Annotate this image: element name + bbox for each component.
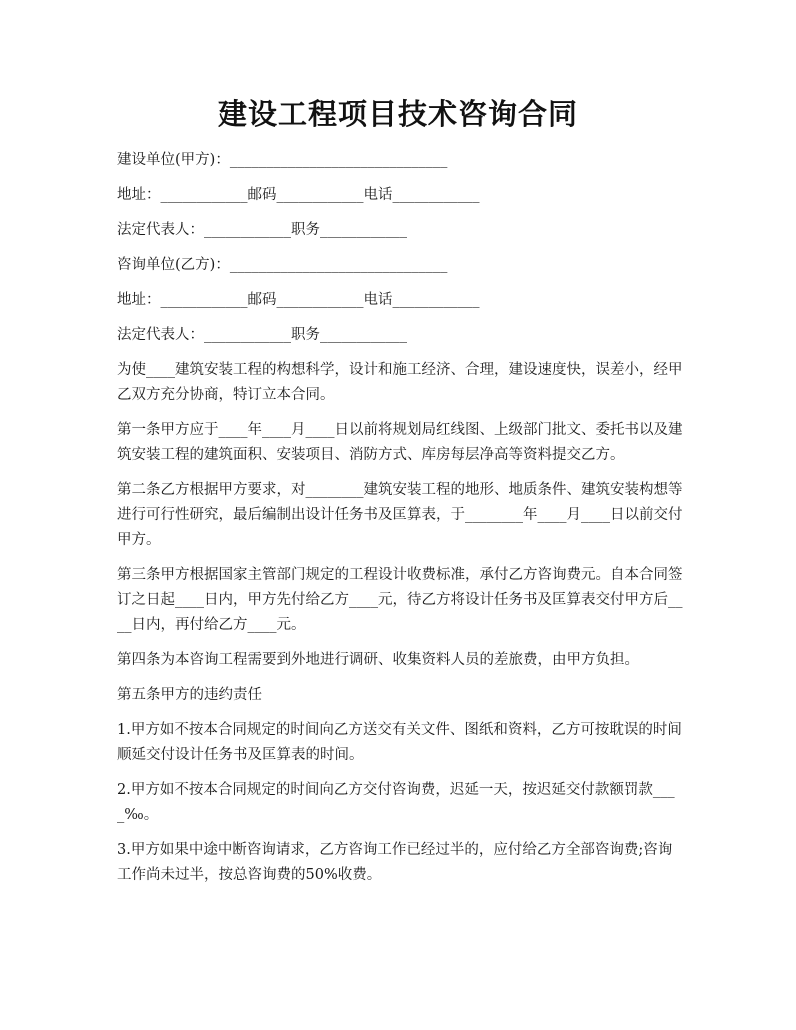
- article-3: 第三条甲方根据国家主管部门规定的工程设计收费标准，承付乙方咨询费元。自本合同签订之日起____日内，甲方先付给乙方____元，待乙方将设计任务书及匡算表交付甲方后____日内，再付给乙方____元。: [117, 567, 683, 633]
- article-5-heading: 第五条甲方的违约责任: [117, 687, 262, 703]
- article-2: 第二条乙方根据甲方要求，对________建筑安装工程的地形、地质条件、建筑安装构想等进行可行性研究，最后编制出设计任务书及匡算表，于________年____月____日以前交付甲方。: [117, 482, 683, 548]
- article-5-clause-3: 3.甲方如果中途中断咨询请求，乙方咨询工作已经过半的，应付给乙方全部咨询费;咨询工作尚未过半，按总咨询费的50%收费。: [117, 842, 673, 883]
- party-b-address: 地址：____________邮码____________电话____________: [117, 292, 480, 308]
- party-b-representative: 法定代表人：____________职务____________: [117, 327, 407, 343]
- party-a-name: 建设单位(甲方)：______________________________: [117, 152, 448, 168]
- article-1: 第一条甲方应于____年____月____日以前将规划局红线图、上级部门批文、委托书以及建筑安装工程的建筑面积、安装项目、消防方式、库房每层净高等资料提交乙方。: [117, 422, 683, 463]
- article-5-clause-1: 1.甲方如不按本合同规定的时间向乙方送交有关文件、图纸和资料，乙方可按耽误的时间顺延交付设计任务书及匡算表的时间。: [117, 722, 682, 763]
- document-body: [117, 148, 685, 898]
- party-a-address: 地址：____________邮码____________电话____________: [117, 187, 480, 203]
- party-b-name: 咨询单位(乙方)：______________________________: [117, 257, 448, 273]
- article-4: 第四条为本咨询工程需要到外地进行调研、收集资料人员的差旅费，由甲方负担。: [117, 652, 639, 668]
- preamble-paragraph: 为使____建筑安装工程的构想科学，设计和施工经济、合理，建设速度快，误差小，经甲乙双方充分协商，特订立本合同。: [117, 362, 683, 403]
- party-a-representative: 法定代表人：____________职务____________: [117, 222, 407, 238]
- article-5-clause-2: 2.甲方如不按本合同规定的时间向乙方交付咨询费，迟延一天，按迟延交付款额罚款____‰。: [117, 782, 675, 823]
- document-title: 建设工程项目技术咨询合同: [217, 97, 578, 131]
